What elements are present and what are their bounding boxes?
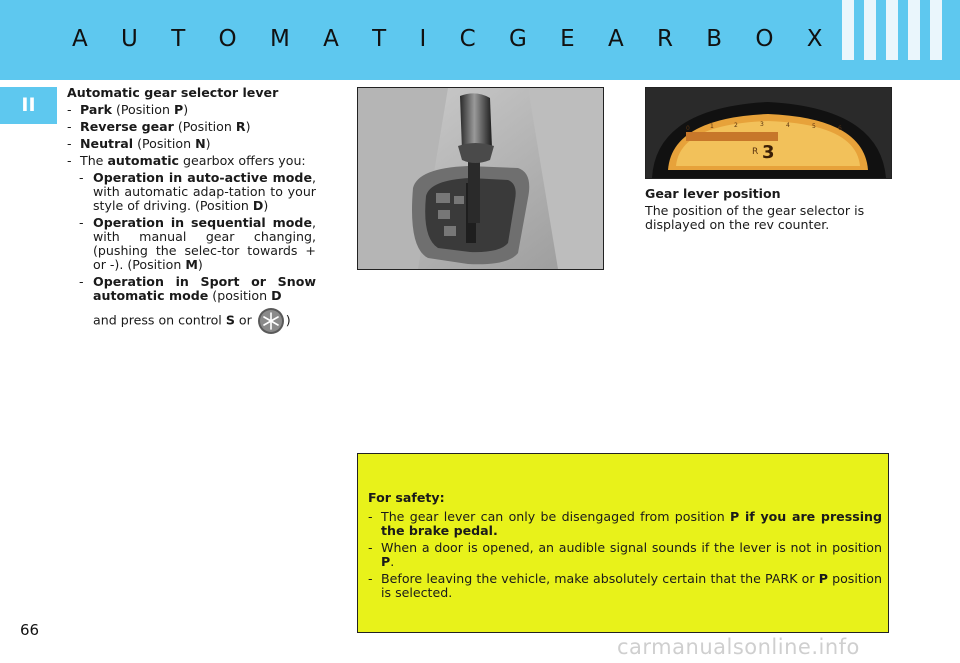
- gear-display-prefix: R: [752, 147, 759, 157]
- header-stripe: [864, 0, 876, 60]
- sub-list-item: - Operation in sequential mode, with manual gear changing, (pushing the selec-tor towards + or -). (Position M): [79, 215, 316, 272]
- sub-list-item: - Operation in Sport or Snow automatic mode (position D: [79, 274, 316, 303]
- right-column: [645, 187, 892, 232]
- svg-text:6: 6: [838, 125, 842, 132]
- gear-display-digit: 3: [762, 142, 775, 163]
- section-heading: Gear lever position: [645, 186, 781, 201]
- header-stripe: [908, 0, 920, 60]
- svg-text:0: 0: [686, 125, 690, 132]
- page-number: 66: [20, 621, 40, 639]
- header-stripe: [886, 0, 898, 60]
- list-item: - Reverse gear (Position R): [67, 119, 251, 134]
- list-item: - The automatic gearbox offers you:: [67, 153, 306, 168]
- safety-box: [357, 453, 889, 633]
- svg-text:4: 4: [786, 122, 790, 129]
- svg-text:1: 1: [710, 123, 714, 130]
- safety-content: [368, 491, 882, 603]
- sub-list-continuation: and press on control S or ): [67, 307, 316, 335]
- svg-text:2: 2: [734, 122, 738, 129]
- header-stripe: [930, 0, 942, 60]
- safety-item: - When a door is opened, an audible signal sounds if the lever is not in position P.: [368, 540, 882, 569]
- section-heading: Automatic gear selector lever: [67, 85, 279, 100]
- svg-text:3: 3: [760, 121, 764, 128]
- svg-text:5: 5: [812, 123, 816, 130]
- page-title: A U T O M A T I C G E A R B O X: [72, 26, 836, 52]
- watermark: carmanualsonline.info: [617, 635, 860, 659]
- sub-list-item: - Operation in auto-active mode, with automatic adap-tation to your style of driving. (Position D): [79, 170, 316, 213]
- left-column: [67, 86, 316, 338]
- body-text: The position of the gear selector is displayed on the rev counter.: [645, 203, 865, 232]
- safety-item: - Before leaving the vehicle, make absolutely certain that the PARK or P position is selected.: [368, 571, 882, 600]
- list-item: - Neutral (Position N): [67, 136, 211, 151]
- header-band: [0, 0, 960, 80]
- gear-lever-photo: [357, 87, 604, 270]
- safety-item: - The gear lever can only be disengaged from position P if you are pressing the brake pedal.: [368, 509, 882, 538]
- chapter-tab: II: [0, 87, 57, 124]
- rev-counter-photo: [645, 87, 892, 179]
- safety-heading: For safety:: [368, 490, 445, 505]
- header-stripe: [842, 0, 854, 60]
- snow-button-icon: [257, 307, 285, 335]
- list-item: - Park (Position P): [67, 102, 189, 117]
